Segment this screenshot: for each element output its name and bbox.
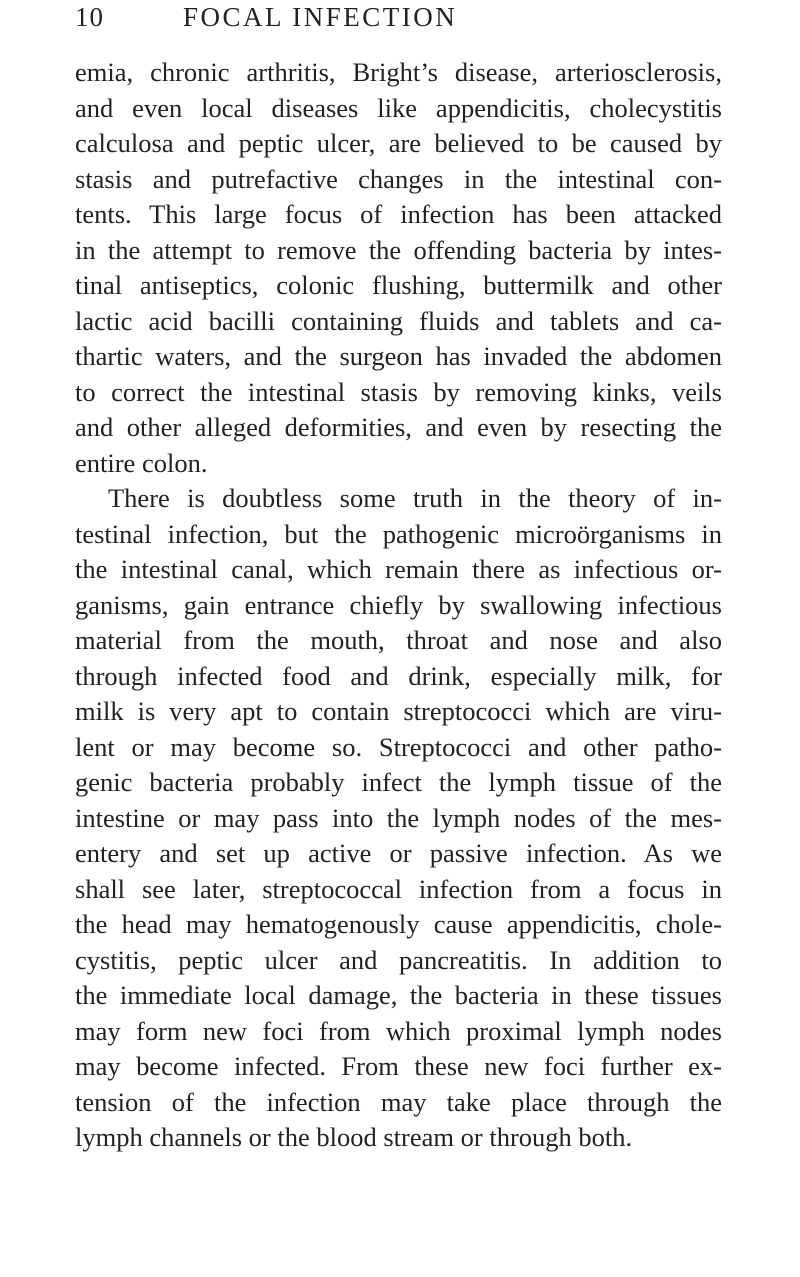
paragraph <box>75 55 722 481</box>
text-line: entire colon. <box>75 447 208 478</box>
text-line: and other alleged deformities, and even by resecting the <box>75 412 722 442</box>
text-line: the immediate local damage, the bacteria in these tissues <box>75 980 722 1010</box>
text-line: tension of the infection may take place through the <box>75 1086 722 1117</box>
text-line: genic bacteria probably infect the lymph tissue of the <box>75 767 722 797</box>
text-line: in the attempt to remove the offending bacteria by intes- <box>75 234 722 265</box>
body-text <box>75 55 722 1156</box>
text-line: testinal infection, but the pathogenic microörganisms in <box>75 518 722 549</box>
text-line: tents. This large focus of infection has been attacked <box>75 199 722 229</box>
text-line: thartic waters, and the surgeon has invaded the abdomen <box>75 341 722 371</box>
text-line: ganisms, gain entrance chiefly by swallowing infectious <box>75 589 722 620</box>
text-line: milk is very apt to contain streptococci which are viru- <box>75 696 722 726</box>
text-line: lactic acid bacilli containing fluids and tablets and ca- <box>75 305 722 336</box>
text-line: entery and set up active or passive infection. As we <box>75 838 722 868</box>
text-line: to correct the intestinal stasis by removing kinks, veils <box>75 376 722 407</box>
page-number: 10 <box>75 2 104 32</box>
text-line: may form new foci from which proximal lymph nodes <box>75 1015 722 1046</box>
text-line: lymph channels or the blood stream or through both. <box>75 1122 633 1152</box>
text-line: emia, chronic arthritis, Bright’s disease, arteriosclerosis, <box>75 57 722 87</box>
text-line: the intestinal canal, which remain there as infectious or- <box>75 554 722 584</box>
text-line: the head may hematogenously cause appendicitis, chole- <box>75 909 722 939</box>
text-line: through infected food and drink, especially milk, for <box>75 660 722 691</box>
running-title: FOCAL INFECTION <box>183 2 458 32</box>
text-line: shall see later, streptococcal infection from a focus in <box>75 873 722 904</box>
running-header <box>75 0 722 40</box>
text-line: intestine or may pass into the lymph nodes of the mes- <box>75 802 722 833</box>
text-line: tinal antiseptics, colonic flushing, buttermilk and other <box>75 270 722 300</box>
text-line: and even local diseases like appendicitis, cholecystitis <box>75 92 722 123</box>
text-line: lent or may become so. Streptococci and other patho- <box>75 731 722 762</box>
text-line: material from the mouth, throat and nose and also <box>75 625 722 655</box>
text-line: stasis and putrefactive changes in the intestinal con- <box>75 163 722 194</box>
text-line: There is doubtless some truth in the theory of in- <box>108 483 722 513</box>
text-line: calculosa and peptic ulcer, are believed to be caused by <box>75 128 722 158</box>
text-line: cystitis, peptic ulcer and pancreatitis. In addition to <box>75 944 722 975</box>
text-line: may become infected. From these new foci further ex- <box>75 1051 722 1081</box>
paragraph <box>75 481 722 1156</box>
